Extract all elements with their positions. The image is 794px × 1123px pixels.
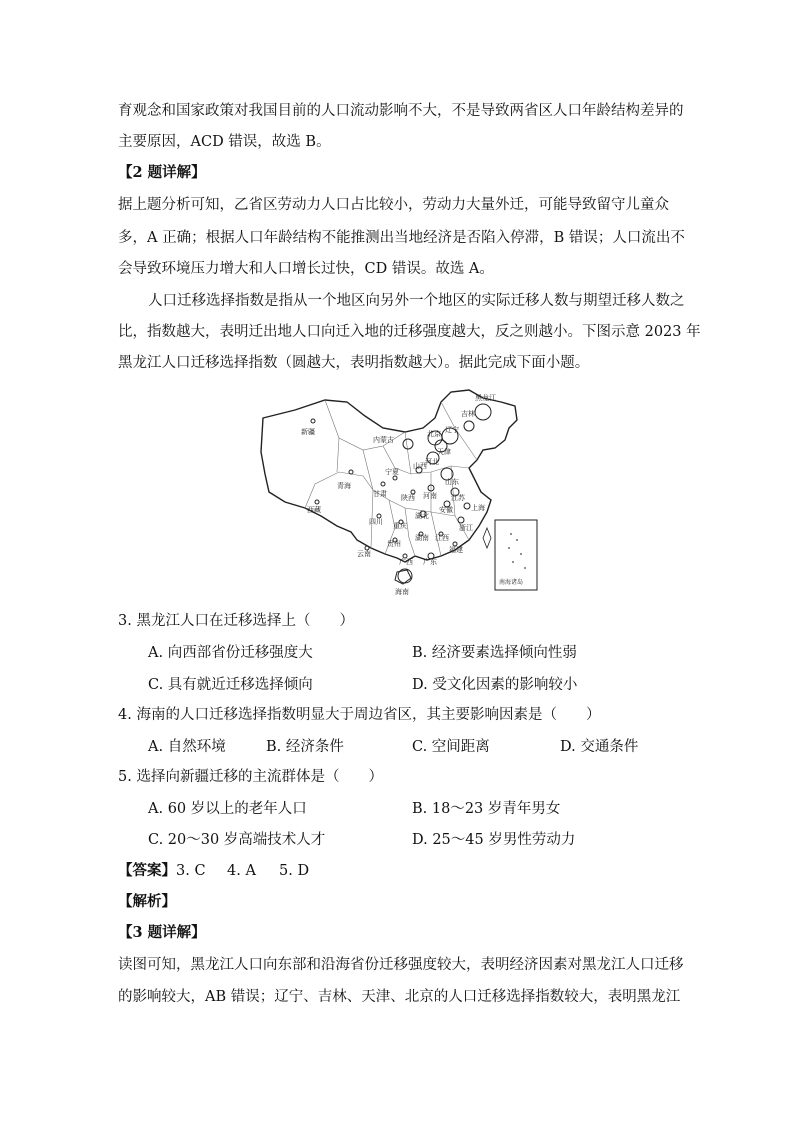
label-gansu: 甘肃: [373, 490, 387, 498]
question-option: D. 受文化因素的影响较小: [412, 677, 578, 693]
label-chongqing: 重庆: [393, 522, 407, 530]
label-jilin: 吉林: [461, 410, 475, 418]
text-line: 人口迁移选择指数是指从一个地区向另外一个地区的实际迁移人数与期望迁移人数之: [148, 293, 685, 309]
answer-label: 【答案】: [118, 862, 176, 879]
section-heading: 【3 题详解】: [118, 924, 206, 941]
analysis-heading: 【解析】: [118, 893, 176, 910]
text-line: 读图可知，黑龙江人口向东部和沿海省份迁移强度较大，表明经济因素对黑龙江人口迁移: [118, 957, 684, 973]
question-option: A. 向西部省份迁移强度大: [148, 645, 313, 661]
label-hebei: 河北: [425, 458, 439, 466]
label-anhui: 安徽: [439, 506, 453, 514]
label-jiangsu: 江苏: [451, 494, 465, 502]
label-liaoning: 辽宁: [445, 426, 459, 434]
china-migration-map: [255, 388, 547, 600]
text-line: 比，指数越大，表明迁出地人口向迁入地的迁移强度越大，反之则越小。下图示意 2023 年: [118, 324, 701, 340]
text-line: 主要原因，ACD 错误，故选 B。: [118, 134, 331, 150]
question-option: D. 交通条件: [560, 739, 639, 755]
label-jiangxi: 江西: [435, 534, 449, 542]
text-line: 据上题分析可知，乙省区劳动力人口占比较小，劳动力大量外迁，可能导致留守儿童众: [118, 197, 669, 213]
label-xinjiang: 新疆: [301, 428, 315, 436]
label-hunan: 湖南: [415, 534, 429, 542]
label-shanghai: 上海: [471, 504, 485, 512]
label-qinghai: 青海: [337, 482, 351, 490]
text-line: 会导致环境压力增大和人口增长过快，CD 错误。故选 A。: [118, 261, 494, 277]
label-zhejiang: 浙江: [459, 524, 473, 532]
label-tianjin: 天津: [437, 448, 451, 456]
label-heilongjiang: 黑龙江: [475, 394, 496, 402]
label-nanhai: 南海诸岛: [499, 579, 524, 586]
question-stem: 3. 黑龙江人口在迁移选择上（ ）: [118, 613, 354, 629]
question-option: B. 经济要素选择倾向性弱: [412, 645, 577, 661]
question-stem: 5. 选择向新疆迁移的主流群体是（ ）: [118, 769, 383, 785]
country-outline: [261, 390, 517, 562]
text-line: 育观念和国家政策对我国目前的人口流动影响不大，不是导致两省区人口年龄结构差异的: [118, 103, 684, 119]
label-sichuan: 四川: [369, 518, 383, 526]
question-option: A. 自然环境: [148, 739, 226, 755]
label-shanxi: 山西: [413, 462, 427, 470]
label-guangxi: 广西: [399, 558, 413, 566]
label-beijing: 北京: [427, 430, 441, 438]
taiwan-island: [483, 528, 491, 548]
label-henan: 河南: [423, 492, 437, 500]
answer-item: 3. C: [176, 863, 206, 879]
label-yunnan: 云南: [357, 550, 371, 558]
text-line: 黑龙江人口迁移选择指数（圆越大，表明指数越大）。据此完成下面小题。: [118, 355, 590, 371]
answer-item: 4. A: [227, 863, 256, 879]
question-option: A. 60 岁以上的老年人口: [148, 801, 307, 817]
answer-item: 5. D: [279, 863, 310, 879]
text-line: 多，A 正确；根据人口年龄结构不能推测出当地经济是否陷入停滞，B 错误；人口流出不: [118, 230, 685, 246]
label-shaanxi: 陕西: [401, 494, 415, 502]
question-option: B. 经济条件: [266, 739, 344, 755]
question-option: D. 25～45 岁男性劳动力: [412, 832, 576, 848]
label-hainan: 海南: [395, 588, 409, 596]
label-fujian: 福建: [449, 546, 463, 554]
label-guizhou: 贵州: [387, 540, 401, 548]
label-ningxia: 宁夏: [385, 468, 399, 476]
section-heading: 【2 题详解】: [118, 164, 206, 181]
question-option: B. 18～23 岁青年男女: [412, 801, 561, 817]
label-guangdong: 广东: [423, 558, 437, 566]
label-neimenggu: 内蒙古: [373, 436, 394, 444]
label-shandong: 山东: [445, 478, 459, 486]
question-stem: 4. 海南的人口迁移选择指数明显大于周边省区，其主要影响因素是（ ）: [118, 707, 601, 723]
question-option: C. 空间距离: [412, 739, 490, 755]
label-xizang: 西藏: [307, 506, 321, 514]
text-line: 的影响较大，AB 错误；辽宁、吉林、天津、北京的人口迁移选择指数较大，表明黑龙江: [118, 989, 681, 1005]
label-hubei: 湖北: [415, 512, 429, 520]
question-option: C. 20～30 岁高端技术人才: [148, 832, 326, 848]
question-option: C. 具有就近迁移选择倾向: [148, 677, 313, 693]
